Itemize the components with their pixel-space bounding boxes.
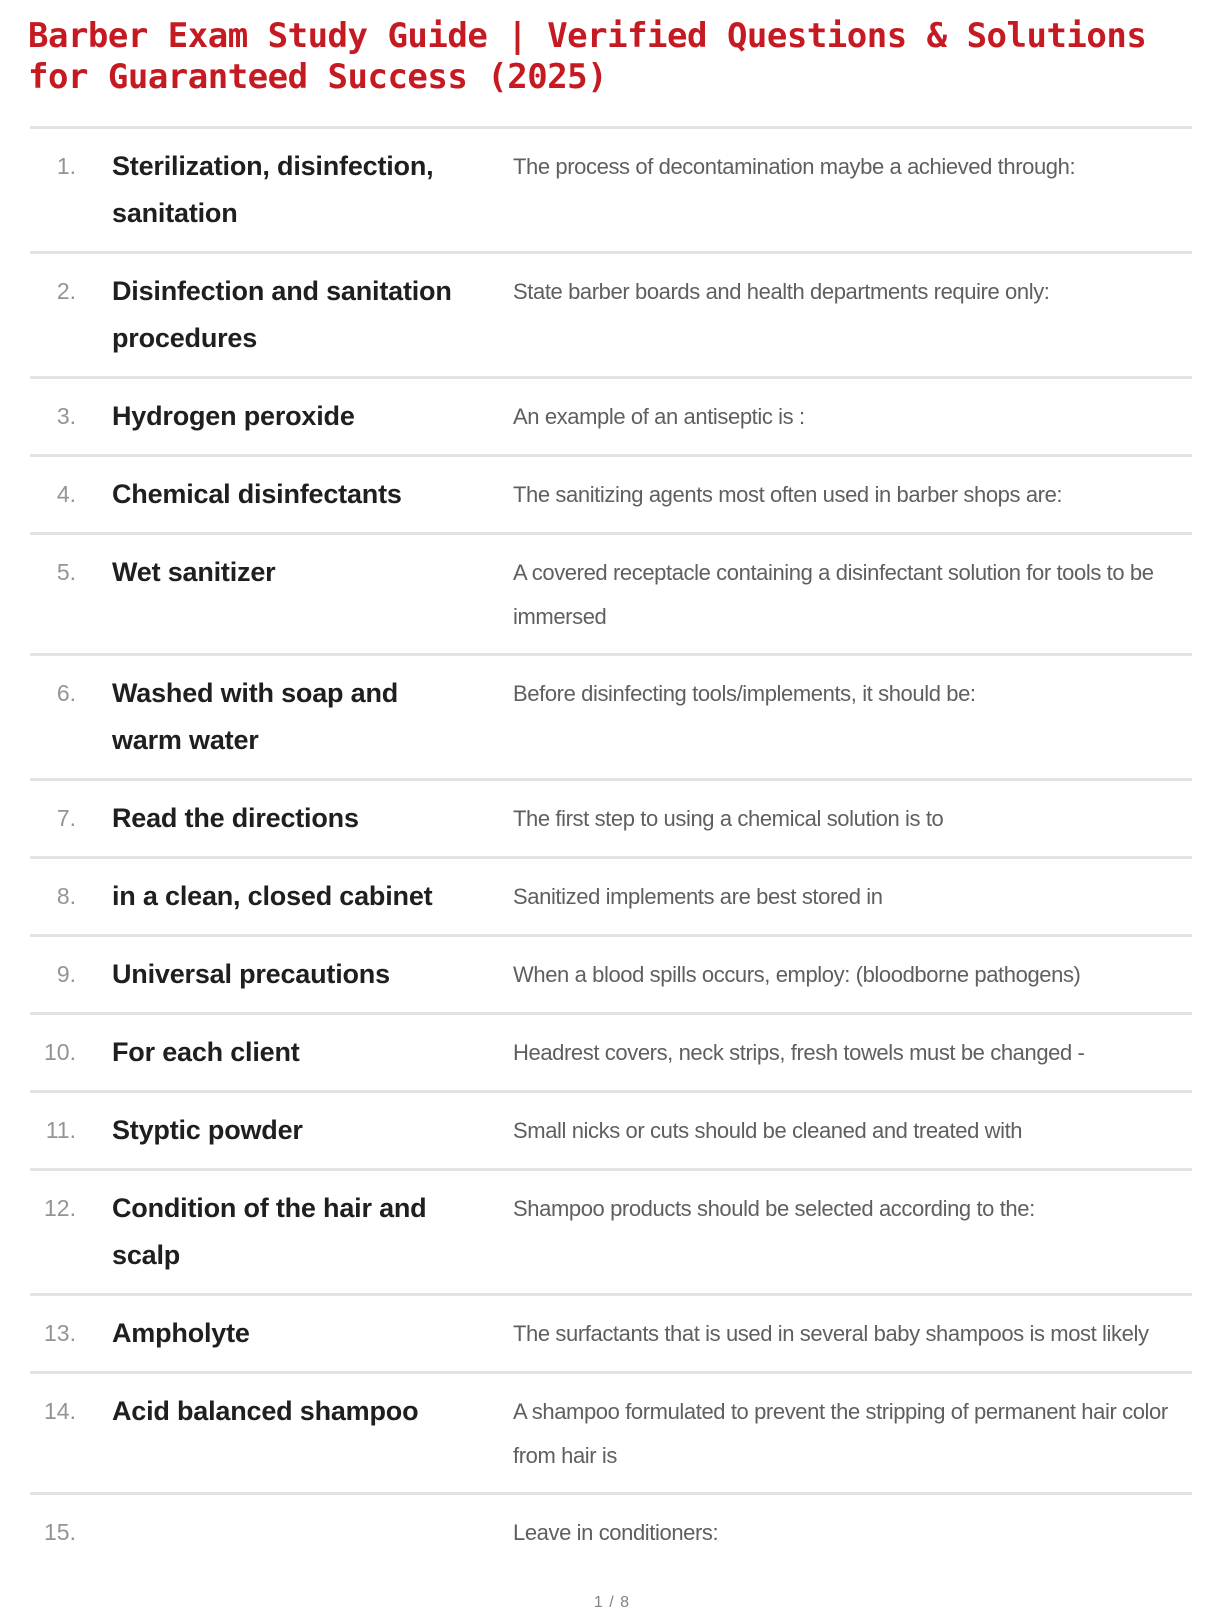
- question-text: Shampoo products should be selected according to the:: [513, 1196, 1035, 1221]
- page-title: Barber Exam Study Guide | Verified Questions & Solutions for Guaranteed Success (2025): [28, 16, 1147, 97]
- question-text: A shampoo formulated to prevent the stripping of permanent hair color from hair is: [513, 1399, 1168, 1468]
- question-text: The sanitizing agents most often used in barber shops are:: [513, 482, 1063, 507]
- table-row: [30, 1296, 1192, 1374]
- answer-term: Ampholyte: [112, 1318, 250, 1348]
- row-number: 6.: [56, 680, 76, 706]
- question-text: When a blood spills occurs, employ: (bloodborne pathogens): [513, 962, 1081, 987]
- question-text: State barber boards and health departments require only:: [513, 279, 1050, 304]
- table-row: [30, 379, 1192, 457]
- answer-term: Read the directions: [112, 803, 359, 833]
- row-number: 13.: [44, 1320, 76, 1346]
- row-number: 8.: [56, 883, 76, 909]
- table-row: [30, 535, 1192, 656]
- row-number: 5.: [56, 559, 76, 585]
- row-number: 1.: [56, 153, 76, 179]
- row-number: 9.: [56, 961, 76, 987]
- question-text: The surfactants that is used in several baby shampoos is most likely: [513, 1321, 1149, 1346]
- question-text: Small nicks or cuts should be cleaned and treated with: [513, 1118, 1023, 1143]
- page-number-indicator: 1 / 8: [593, 1594, 631, 1611]
- answer-term: Chemical disinfectants: [112, 479, 402, 509]
- row-number: 10.: [44, 1039, 76, 1065]
- table-row: [30, 1171, 1192, 1296]
- answer-term: Wet sanitizer: [112, 557, 276, 587]
- table-row: [30, 457, 1192, 535]
- row-number: 3.: [56, 403, 76, 429]
- table-row: [30, 129, 1192, 254]
- row-number: 11.: [45, 1117, 76, 1143]
- study-guide-page: [0, 16, 1224, 1611]
- question-text: Leave in conditioners:: [513, 1520, 719, 1545]
- row-number: 7.: [56, 805, 76, 831]
- table-row: [30, 1015, 1192, 1093]
- question-answer-table: [30, 126, 1192, 1570]
- answer-term: Styptic powder: [112, 1115, 303, 1145]
- question-text: An example of an antiseptic is :: [513, 404, 805, 429]
- answer-term: Acid balanced shampoo: [112, 1396, 419, 1426]
- table-row: [30, 859, 1192, 937]
- table-row: [30, 1374, 1192, 1495]
- row-number: 14.: [44, 1398, 76, 1424]
- table-row: [30, 937, 1192, 1015]
- question-text: Headrest covers, neck strips, fresh towels must be changed -: [513, 1040, 1085, 1065]
- answer-term: Universal precautions: [112, 959, 390, 989]
- row-number: 12.: [44, 1195, 76, 1221]
- table-row: [30, 254, 1192, 379]
- question-text: The process of decontamination maybe a achieved through:: [513, 154, 1076, 179]
- row-number: 15.: [44, 1519, 76, 1545]
- answer-term: Sterilization, disinfection, sanitation: [112, 151, 434, 228]
- answer-term: Hydrogen peroxide: [112, 401, 355, 431]
- row-number: 2.: [56, 278, 76, 304]
- question-text: A covered receptacle containing a disinfectant solution for tools to be immersed: [513, 560, 1154, 629]
- question-text: The first step to using a chemical solution is to: [513, 806, 944, 831]
- question-text: Sanitized implements are best stored in: [513, 884, 883, 909]
- table-row: [30, 1093, 1192, 1171]
- table-row: [30, 781, 1192, 859]
- row-number: 4.: [56, 481, 76, 507]
- answer-term: in a clean, closed cabinet: [112, 881, 433, 911]
- question-text: Before disinfecting tools/implements, it should be:: [513, 681, 976, 706]
- answer-term: [82, 1509, 468, 1556]
- answer-term: For each client: [112, 1037, 300, 1067]
- answer-term: Condition of the hair and scalp: [112, 1193, 427, 1270]
- answer-term: Washed with soap and warm water: [112, 678, 399, 755]
- table-row: [30, 1495, 1192, 1570]
- answer-term: Disinfection and sanitation procedures: [112, 276, 452, 353]
- table-row: [30, 656, 1192, 781]
